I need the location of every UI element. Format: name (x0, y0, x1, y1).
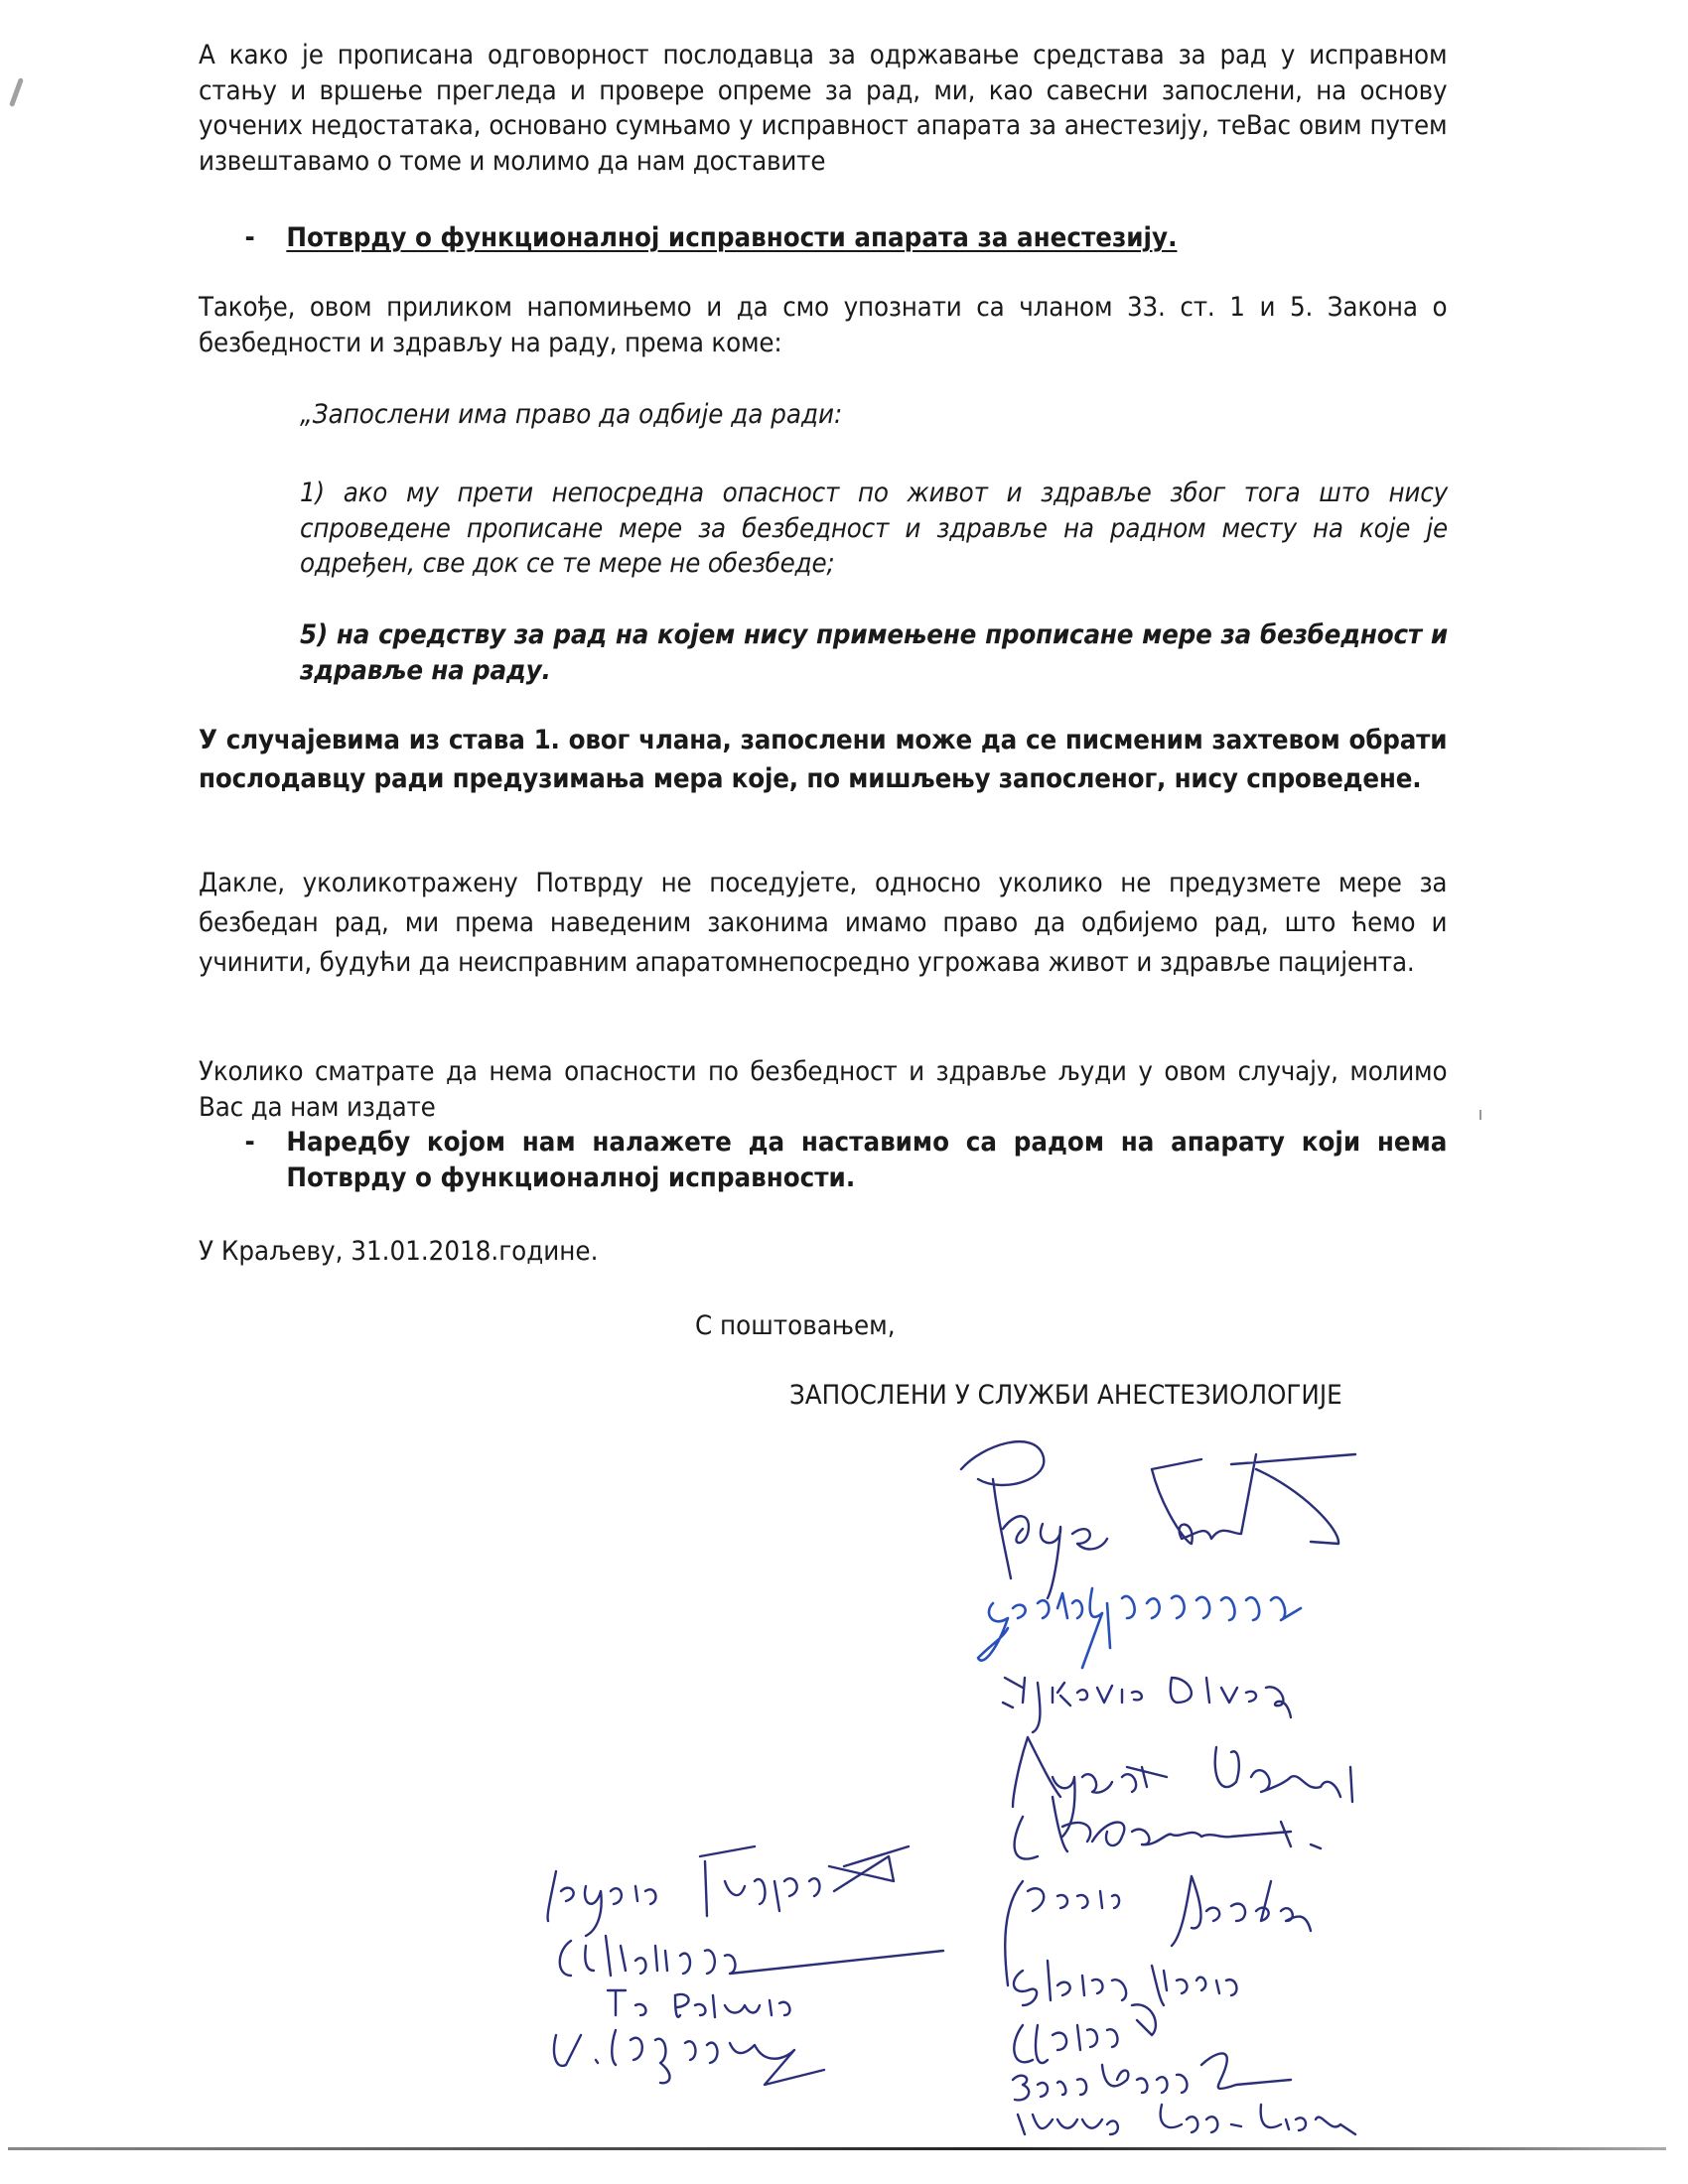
signature-13 (608, 1990, 789, 2017)
scan-speck (1479, 1110, 1481, 1120)
signature-6 (1005, 1876, 1311, 1985)
signature-2 (978, 1588, 1301, 1668)
quote-item-1: 1) ако му прети непосредна опасност по живот и здравље због тога што нису спроведене прописане мере за безбедност и здравље на радном месту на које је одређен, све док се те мере не обезбеде; (300, 478, 1448, 579)
order-paragraph: Уколико сматрате да нема опасности по безбедност и здравље људи у овом случају, молимо Вас да нам издате (199, 1056, 1448, 1123)
signature-14 (554, 2030, 824, 2085)
closing-salutation: С поштовањем, (695, 1310, 896, 1341)
consequence-paragraph: Дакле, уколикотражену Потврду не поседујете, односно уколико не предузмете мере за безбедан рад, ми према наведеним законима имамо право да одбијемо рад, што ћемо и учинити, будући да неисправним апаратомнепосредно угрожава живот и здравље пацијента. (199, 868, 1448, 978)
signature-8 (1014, 2025, 1117, 2063)
signature-5 (1015, 1797, 1321, 1859)
bullet-dash: - (244, 222, 255, 253)
signature-4 (1013, 1737, 1352, 1837)
signature-12 (560, 1936, 943, 1976)
signature-9 (1013, 2053, 1291, 2100)
request-item-order (199, 1125, 1447, 1195)
signature-1 (961, 1441, 1355, 1598)
quote-item-5: 5) на средству за рад на којем нису примењене прописане мере за безбедност и здравље на раду. (300, 619, 1448, 686)
scan-margin-mark (9, 77, 24, 107)
page-bottom-edge (8, 2147, 1666, 2150)
bullet-dash: - (244, 1127, 255, 1158)
intro-paragraph: А како је прописана одговорност послодавца за одржавање средстава за рад у исправном стању и вршење прегледа и провере опреме за рад, ми, као савесни запослени, на основу уочених недостатака, основано сумњамо у исправност апарата за анестезију, теВас овим путем извештавамо о томе и молимо да нам доставите (199, 40, 1448, 177)
law-paragraph: Такође, овом приликом напомињемо и да смо упознати са чланом 33. ст. 1 и 5. Закона о безбедности и здрављу на раду, према коме: (199, 292, 1448, 358)
bold-paragraph: У случајевима из става 1. овог члана, запослени може да се писменим захтевом обрати послодавцу ради предузимања мера које, по мишљењу запосленог, нису спроведене. (199, 725, 1448, 794)
request-item-text: Наредбу којом нам налажете да наставимо са радом на апарату који нема Потврду о функционалној исправности. (286, 1127, 1448, 1193)
request-item-text: Потврду о функционалној исправности апарата за анестезију. (286, 222, 1178, 253)
signature-11 (548, 1846, 909, 1936)
signatory-department: ЗАПОСЛЕНИ У СЛУЖБИ АНЕСТЕЗИОЛОГИЈЕ (789, 1380, 1342, 1411)
place-date: У Краљеву, 31.01.2018.године. (199, 1236, 599, 1267)
signature-10 (1018, 2105, 1355, 2134)
request-item-confirmation (199, 220, 1447, 256)
signature-3 (1003, 1678, 1291, 1732)
signature-7 (1014, 1961, 1237, 2035)
quote-heading: „Запослени има право да одбије да ради: (300, 399, 843, 430)
